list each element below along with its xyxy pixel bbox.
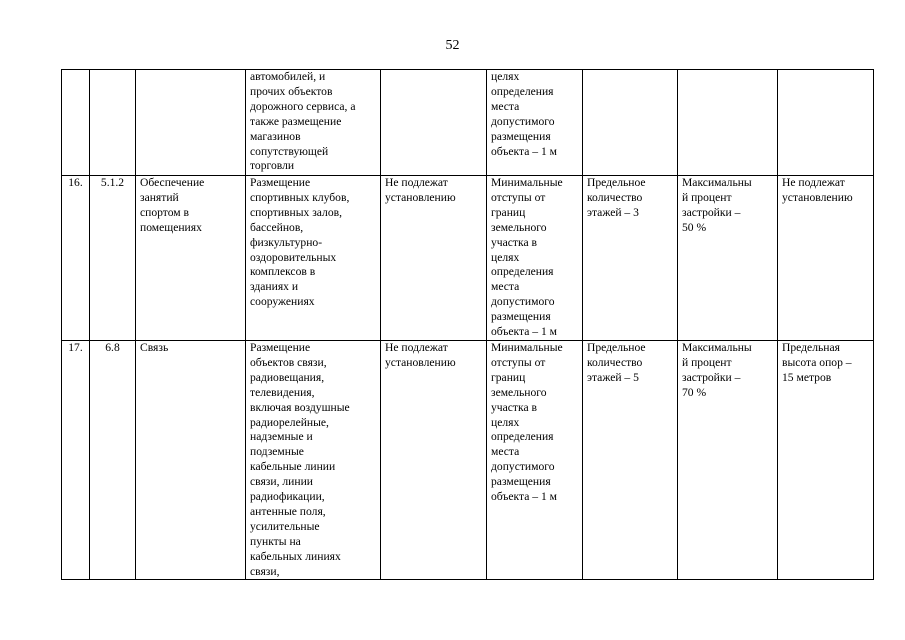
setback-cell: Минимальные отступы от границ земельного участка в целях определения места допустимого размещения объекта – 1 м [487,176,583,341]
code-cell: 5.1.2 [90,176,136,341]
table-row [62,176,874,341]
setback-cell: Минимальные отступы от границ земельного участка в целях определения места допустимого размещения объекта – 1 м [487,340,583,580]
row-number-cell [62,70,90,176]
parameter-cell-5: Не подлежат установлению [381,340,487,580]
row-number-cell: 17. [62,340,90,580]
floors-cell [583,70,678,176]
parameter-cell-9: Предельная высота опор – 15 метров [778,340,874,580]
coverage-cell [678,70,778,176]
parameter-cell-5 [381,70,487,176]
row-number-cell: 16. [62,176,90,341]
use-name-cell: Связь [136,340,246,580]
code-cell [90,70,136,176]
description-cell: автомобилей, и прочих объектов дорожного сервиса, а также размещение магазинов сопутствующей торговли [246,70,381,176]
table-row [62,70,874,176]
use-name-cell: Обеспечение занятий спортом в помещениях [136,176,246,341]
floors-cell: Предельное количество этажей – 3 [583,176,678,341]
coverage-cell: Максимальны й процент застройки – 50 % [678,176,778,341]
parameter-cell-9: Не подлежат установлению [778,176,874,341]
parameter-cell-5: Не подлежат установлению [381,176,487,341]
description-cell: Размещение спортивных клубов, спортивных залов, бассейнов, физкультурно- оздоровительных комплексов в зданиях и сооружениях [246,176,381,341]
use-name-cell [136,70,246,176]
floors-cell: Предельное количество этажей – 5 [583,340,678,580]
description-cell: Размещение объектов связи, радиовещания, телевидения, включая воздушные радиорелейные, надземные и подземные кабельные линии связи, линии радиофикации, антенные поля, усилительные пункты на кабельных линиях связи, [246,340,381,580]
page-number: 52 [445,38,460,53]
regulations-table [61,69,874,580]
table-row [62,340,874,580]
code-cell: 6.8 [90,340,136,580]
setback-cell: целях определения места допустимого размещения объекта – 1 м [487,70,583,176]
coverage-cell: Максимальны й процент застройки – 70 % [678,340,778,580]
parameter-cell-9 [778,70,874,176]
